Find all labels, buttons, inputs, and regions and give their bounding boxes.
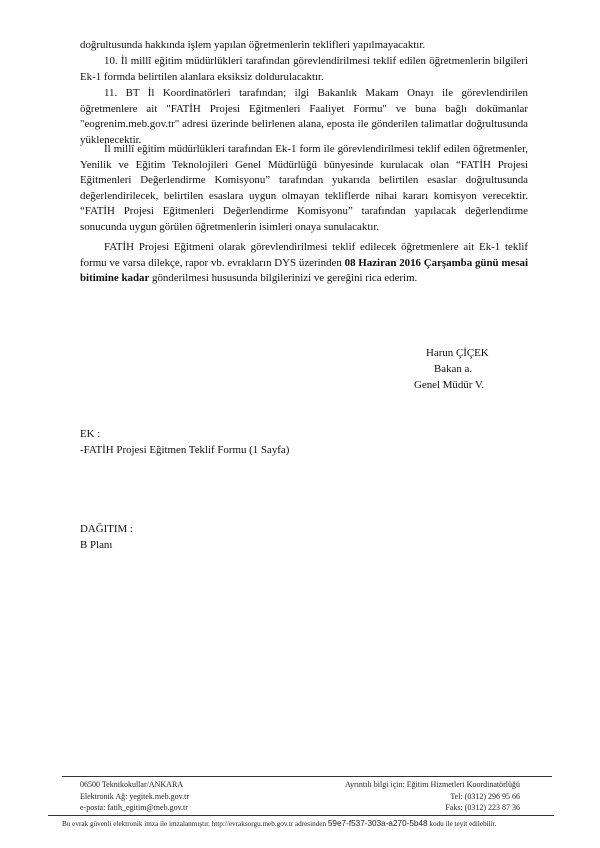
verification-line (62, 819, 562, 828)
paragraph-continuation: doğrultusunda hakkında işlem yapılan öğretmenlerin teklifleri yapılmayacaktır. (80, 39, 426, 51)
footer-info: Ayrıntılı bilgi için: Eğitim Hizmetleri Koordinatörlüğü (344, 780, 520, 789)
deadline-text: 08 Haziran 2016 Çarşamba günü mesai bitimine kadar (80, 256, 528, 285)
paragraph-closing-text: FATİH Projesi Eğitmeni olarak görevlendirilmesi teklif edilecek öğretmenlere ait Ek-1 teklif formu ve varsa dilekçe, rapor vb. evrakların DYS üzerinden (80, 241, 528, 269)
footer-email: e-posta: fatih_egitim@meb.gov.tr (80, 803, 188, 813)
footer-fax: Faks: (0312) 223 87 36 (445, 803, 520, 813)
footer-network: Elektronik Ağ: yegitek.meb.gov.tr (80, 791, 190, 801)
verification-suffix: kodu ile teyit edilebilir. (429, 820, 497, 828)
paragraph-closing (80, 240, 528, 287)
footer-divider (62, 776, 552, 777)
paragraph-item-11 (80, 86, 528, 148)
paragraph-item-11-text: 11. BT İl Koordinatörleri tarafından; ilgi Bakanlık Makam Onayı ile görevlendirilen öğretmenlere ait "FATİH Projesi Eğitmenleri Faaliyet Formu" ve buna bağlı dokümanlar "eogrenim.meb.gov.tr" adresi üzerinde belirlenen alana, eposta ile gönderilen talimatlar doğrultusunda yüklenecektir. (80, 87, 528, 146)
attachment-item: -FATİH Projesi Eğitmen Teklif Formu (1 Sayfa) (80, 444, 290, 456)
footer-tel: Tel: (0312) 296 95 66 (450, 791, 520, 801)
distribution-item: B Planı (80, 539, 113, 551)
signature-position: Genel Müdür V. (414, 379, 485, 391)
paragraph-item-10 (80, 54, 528, 85)
signature-name: Harun ÇİÇEK (426, 347, 489, 359)
verify-divider (48, 815, 554, 816)
distribution-heading: DAĞITIM : (80, 523, 133, 535)
paragraph-commission (80, 142, 528, 236)
paragraph-item-10-text: 10. İl millî eğitim müdürlükleri tarafından görevlendirilmesi teklif edilen öğretmenlerin bilgileri Ek-1 formda belirtilen alanlara eksiksiz doldurulacaktır. (80, 55, 528, 83)
attachment-heading: EK : (80, 428, 101, 440)
paragraph-closing-end: gönderilmesi hususunda bilgilerinizi ve gereğini rica ederim. (152, 272, 418, 285)
signature-title: Bakan a. (434, 363, 473, 375)
footer-right (345, 779, 520, 814)
paragraph-commission-text: İl millî eğitim müdürlükleri tarafından Ek-1 form ile görevlendirilmesi teklif edilen öğretmenler, Yenilik ve Eğitim Teknolojileri Genel Müdürlüğü bünyesinde kurulacak olan “FATİH Projesi Eğitmenleri Değerlendirme Komisyonu” tarafından yukarıda belirtilen esaslar doğrultusunda değerlendirilecek, belirtilen esaslara uygun olmayan tekliflerde nihai kararı komisyon verecektir. “FATİH Projesi Eğitmenleri Değerlendirme Komisyonu” tarafından yapılacak değerlendirme sonucunda uygun görülen öğretmenlerin isimleri onaya sunulacaktır. (80, 143, 528, 233)
footer-address: 06500 Teknikokullar/ANKARA (80, 780, 184, 789)
verification-prefix: Bu evrak güvenli elektronik imza ile imzalanmıştır. http://evraksorgu.meb.gov.tr adresinden (62, 820, 327, 828)
verification-code: 59e7-f537-303a-a270-5b48 (327, 819, 428, 828)
footer-left (80, 779, 189, 814)
